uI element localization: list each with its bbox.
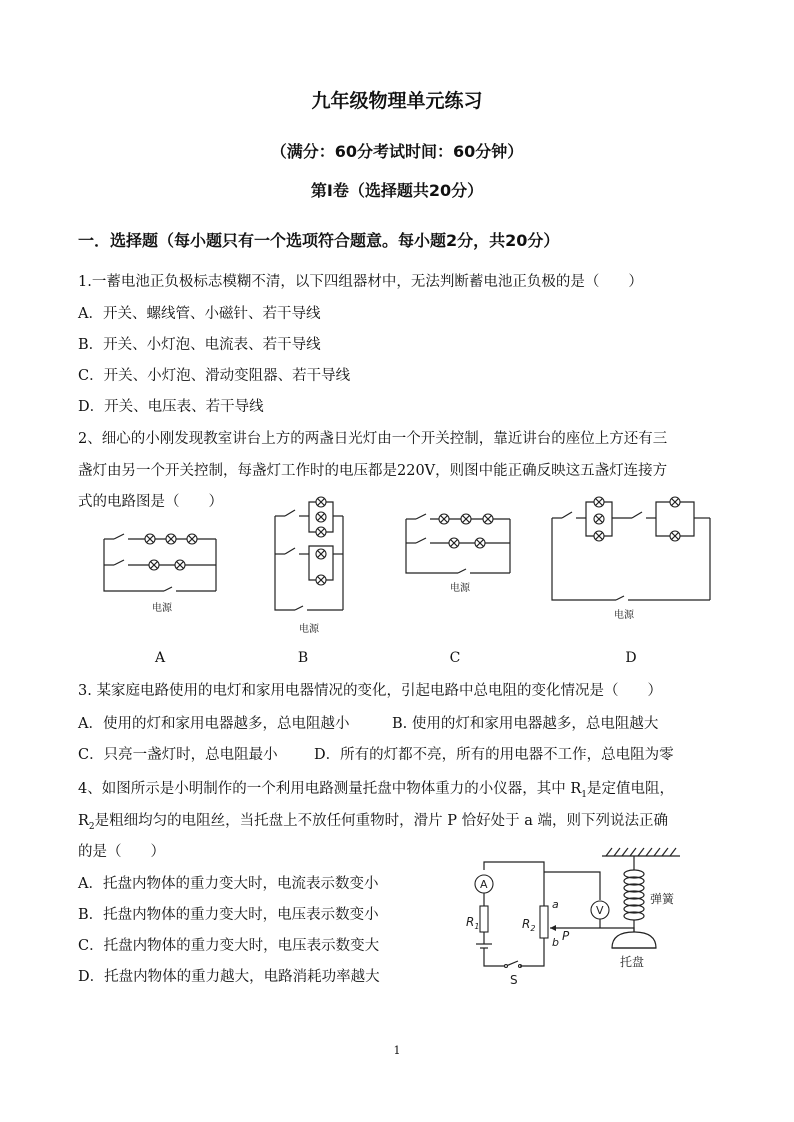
figure-label-b: B — [297, 650, 309, 666]
circuit-figure-b — [273, 494, 353, 639]
voltmeter-label: V — [596, 904, 604, 917]
q4-line1-text: 4、如图所示是小明制作的一个利用电路测量托盘中物体重力的小仪器，其中 R — [78, 781, 582, 797]
q4-sub-1: 1 — [581, 789, 587, 800]
part-heading: 第Ⅰ卷（选择题共20分） — [310, 181, 484, 200]
q3-option-a: A．使用的灯和家用电器越多，总电阻越小 — [78, 716, 350, 732]
q3-option-b: B. 使用的灯和家用电器越多，总电阻越大 — [392, 716, 659, 732]
circuit-d-power-label: 电源 — [614, 610, 634, 621]
end-b-label: b — [552, 936, 559, 949]
circuit-figure-d — [550, 492, 716, 622]
q3-option-c: C．只亮一盏灯时，总电阻最小 — [78, 747, 278, 763]
ammeter-label: A — [480, 878, 488, 891]
spring-label: 弹簧 — [650, 892, 675, 906]
q4-line2-r: R — [78, 813, 89, 829]
q1-option-a: A．开关、螺线管、小磁针、若干导线 — [78, 306, 321, 322]
q3-option-d: D．所有的灯都不亮，所有的用电器不工作，总电阻为零 — [314, 747, 674, 763]
r2-label: $R_2$ — [522, 917, 536, 933]
end-a-label: a — [552, 898, 559, 911]
r1-label: $R_1$ — [466, 915, 480, 931]
circuit-figure-a — [104, 525, 220, 615]
q4-option-c: C．托盘内物体的重力变大时，电压表示数变大 — [78, 938, 380, 954]
q1-option-b: B．开关、小灯泡、电流表、若干导线 — [78, 337, 321, 353]
circuit-a-power-label: 电源 — [152, 603, 172, 614]
q2-line1: 2、细心的小刚发现教室讲台上方的两盏日光灯由一个开关控制，靠近讲台的座位上方还有三 — [78, 431, 668, 447]
q4-option-a: A．托盘内物体的重力变大时，电流表示数变小 — [78, 876, 379, 892]
figure-label-d: D — [625, 650, 637, 666]
q4-sub-2: 2 — [88, 821, 95, 832]
figure-label-c: C — [449, 650, 461, 666]
figure-label-a: A — [154, 650, 166, 666]
slider-label: P — [562, 929, 570, 943]
q4-line2-text: 是粗细均匀的电阻丝，当托盘上不放任何重物时，滑片 P 恰好处于 a 端，则下列说法正确 — [94, 813, 668, 829]
section-heading: 一．选择题（每小题只有一个选项符合题意。每小题2分，共20分） — [78, 231, 560, 250]
circuit-c-power-label: 电源 — [450, 583, 470, 594]
q4-line2 — [78, 812, 668, 836]
tray-label: 托盘 — [620, 955, 645, 969]
page-title: 九年级物理单元练习 — [311, 90, 483, 112]
q4-line1 — [78, 780, 674, 804]
q1-option-d: D．开关、电压表、若干导线 — [78, 399, 264, 415]
q1-stem: 1.一蓄电池正负极标志模糊不清，以下四组器材中，无法判断蓄电池正负极的是（ ） — [78, 274, 643, 290]
circuit-b-power-label: 电源 — [299, 624, 319, 635]
q2-line2: 盏灯由另一个开关控制，每盏灯工作时的电压都是220V，则图中能正确反映这五盏灯连接方 — [78, 463, 668, 479]
q4-line3: 的是（ ） — [78, 844, 165, 860]
switch-label: S — [510, 973, 518, 987]
q4-option-b: B．托盘内物体的重力变大时，电压表示数变小 — [78, 907, 379, 923]
circuit-figure-c — [406, 507, 516, 597]
page-number: 1 — [393, 1044, 401, 1057]
q4-line1-end: 是定值电阻， — [586, 781, 674, 797]
q4-option-d: D．托盘内物体的重力越大，电路消耗功率越大 — [78, 969, 380, 985]
page-subtitle: （满分：60分考试时间：60分钟） — [270, 142, 524, 161]
weighing-circuit-figure — [462, 848, 702, 988]
q2-line3: 式的电路图是（ ） — [78, 494, 223, 510]
q1-option-c: C．开关、小灯泡、滑动变阻器、若干导线 — [78, 368, 351, 384]
q3-stem: 3. 某家庭电路使用的电灯和家用电器情况的变化，引起电路中总电阻的变化情况是（ ） — [78, 683, 662, 699]
